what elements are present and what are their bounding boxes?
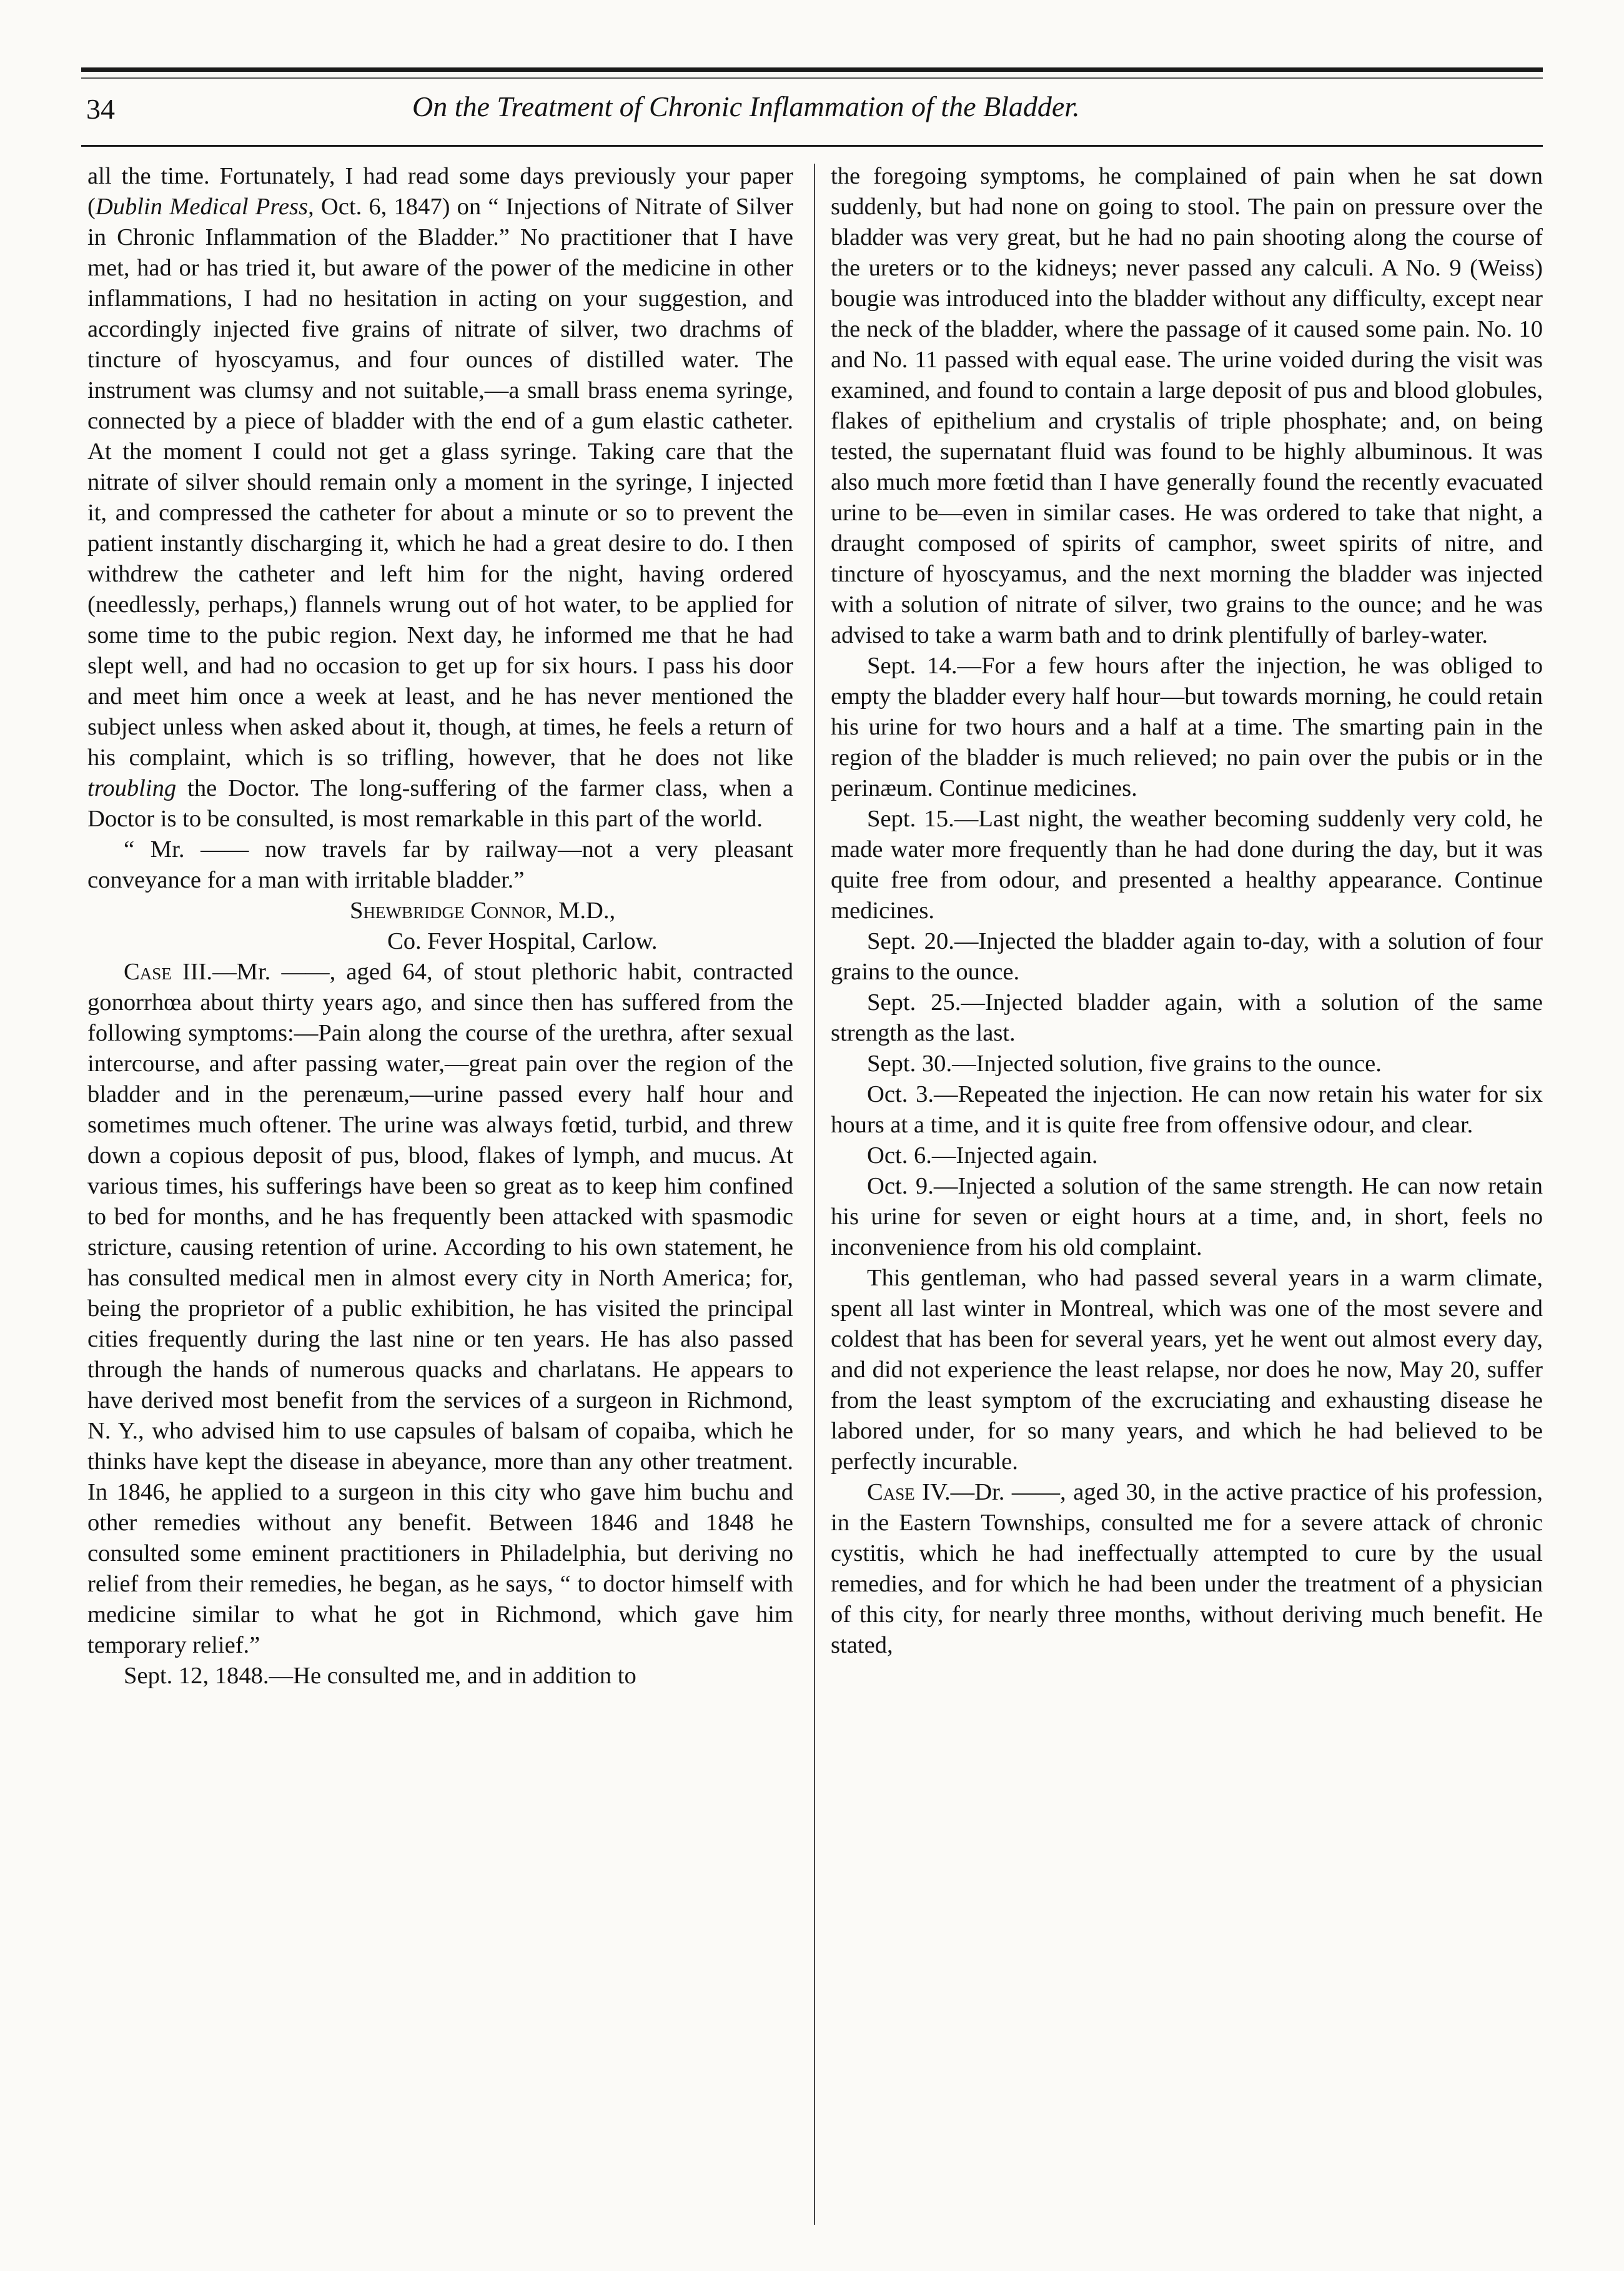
header-underline-rule [81,145,1543,147]
paragraph-continuation-right: the foregoing symptoms, he complained of pain when he sat down suddenly, but had none on going to stool. The pain on pressure over the bladder was very great, but he had no pain shooting along the course of the ureters or to the kidneys; never passed any calculi. A No. 9 (Weiss) bougie was introduced into the bladder without any difficulty, except near the neck of the bladder, where the passage of it caused some pain. No. 10 and No. 11 passed with equal ease. The urine voided during the visit was examined, and found to contain a large deposit of pus and blood globules, flakes of epithelium and crystalis of triple phosphate; and, on being tested, the supernatant fluid was found to be highly albuminous. It was also much more fœtid than I have generally found the recently evacuated urine to be—even in similar cases. He was ordered to take that night, a draught composed of spirits of camphor, sweet spirits of nitre, and tincture of hyoscyamus, and the next morning the bladder was injected with a solution of nitrate of silver, two grains to the ounce; and he was advised to take a warm bath and to drink plentifully of barley-water. [831,163,1543,648]
sept-25-paragraph: Sept. 25.—Injected bladder again, with a solution of the same strength as the last. [831,989,1543,1046]
journal-title: Dublin Medical Press, [95,194,314,220]
case-label: Case IV. [867,1479,951,1505]
case-four-paragraph: Case IV.—Dr. ——, aged 30, in the active practice of his profession, in the Eastern Townships, consulted me for a severe attack of chronic cystitis, which he had ineffectually attempted to cure by the usual remedies, and for which he had been under the treatment of a physician of this city, for nearly three months, without deriving much benefit. He stated, [831,1479,1543,1658]
page-number: 34 [86,93,115,125]
sept-12-paragraph: Sept. 12, 1848.—He consulted me, and in addition to [124,1663,636,1689]
paragraph-continuation: all the time. Fortunately, I had read some days previously your paper (Dublin Medical Press, Oct. 6, 1847) on “ Injections of Nitrate of Silver in Chronic Inflammation of the Bladder.” No practitioner that I have met, had or has tried it, but aware of the power of the medicine in other inflammations, I had no hesitation in acting on your suggestion, and accordingly injected five grains of nitrate of silver, two drachms of tincture of hyoscyamus, and four ounces of distilled water. The instrument was clumsy and not suitable,—a small brass enema syringe, connected by a piece of bladder with the end of a gum elastic catheter. At the moment I could not get a glass syringe. Taking care that the nitrate of silver should remain only a moment in the syringe, I injected it, and compressed the catheter for about a minute or so to prevent the patient instantly discharging it, which he had a great desire to do. I then withdrew the catheter and left him for the night, having ordered (needlessly, perhaps,) flannels wrung out of hot water, to be applied for some time to the pubic region. Next day, he informed me that he had slept well, and had no occasion to get up for six hours. I pass his door and meet him once a week at least, and he has never mentioned the subject unless when asked about it, though, at times, he feels a return of his complaint, which is so trifling, however, that he does not like troubling the Doctor. The long-suffering of the farmer class, when a Doctor is to be consulted, is most remarkable in this part of the world. [87,163,793,832]
oct-9-paragraph: Oct. 9.—Injected a solution of the same strength. He can now retain his urine for seven or eight hours at a time, and, in short, feels no inconvenience from his old complaint. [831,1173,1543,1260]
running-title: On the Treatment of Chronic Inflammation of the Bladder. [412,91,1080,122]
header-rule-thick [81,67,1543,72]
signature-name: Shewbridge Connor, M.D., [350,898,616,924]
oct-3-paragraph: Oct. 3.—Repeated the injection. He can now retain his water for six hours at a time, and it is quite free from offensive odour, and clear. [831,1081,1543,1138]
case-three-paragraph: Case III.—Mr. ——, aged 64, of stout plethoric habit, contracted gonorrhœa about thirty years ago, and since then has suffered from the following symptoms:—Pain along the course of the urethra, after sexual intercourse, and after passing water,—great pain over the region of the bladder and in the perenæum,—urine passed every half hour and sometimes much oftener. The urine was always fœtid, turbid, and threw down a copious deposit of pus, blood, flakes of lymph, and mucus. At various times, his sufferings have been so great as to keep him confined to bed for months, and he has frequently been attacked with spasmodic stricture, causing retention of urine. According to his own statement, he has consulted medical men in almost every city in North America; for, being the proprietor of a public exhibition, he has visited the principal cities frequently during the last nine or ten years. He has also passed through the hands of numerous quacks and charlatans. He appears to have derived most benefit from the services of a surgeon in Richmond, N. Y., who advised him to use capsules of balsam of copaiba, which he thinks have kept the disease in abeyance, more than any other treatment. In 1846, he applied to a surgeon in this city who gave him buchu and other remedies without any benefit. Between 1846 and 1848 he consulted some eminent practitioners in Philadelphia, but deriving no relief from their remedies, he began, as he says, “ to doctor himself with medicine similar to what he got in Richmond, which gave him temporary relief.” [87,959,793,1658]
column-divider [814,164,815,2225]
case-label: Case III. [124,959,213,985]
sept-14-paragraph: Sept. 14.—For a few hours after the injection, he was obliged to empty the bladder every half hour—but towards morning, he could retain his urine for two hours and a half at a time. The smarting pain in the region of the bladder is much relieved; no pain over the pubis or in the perinæum. Continue medicines. [831,653,1543,801]
emphasis-troubling: troubling [87,775,177,801]
gentleman-paragraph: This gentleman, who had passed several years in a warm climate, spent all last winter in Montreal, which was one of the most severe and coldest that has been for several years, yet he went out almost every day, and did not experience the least relapse, nor does he now, May 20, suffer from the least symptom of the excruciating and exhausting disease he labored under, for so many years, and which he had believed to be perfectly incurable. [831,1265,1543,1475]
signature-place: Co. Fever Hospital, Carlow. [387,928,658,954]
left-column [87,161,793,1691]
sept-15-paragraph: Sept. 15.—Last night, the weather becoming suddenly very cold, he made water more frequently than he had done during the day, but it was quite free from odour, and presented a healthy appearance. Continue medicines. [831,806,1543,924]
oct-6-paragraph: Oct. 6.—Injected again. [867,1142,1098,1169]
right-column [831,161,1543,1661]
header-rule-thin [81,77,1543,79]
sept-30-paragraph: Sept. 30.—Injected solution, five grains to the ounce. [867,1051,1382,1077]
quotation-paragraph: “ Mr. —— now travels far by railway—not a very pleasant conveyance for a man with irritable bladder.” [87,836,793,893]
sept-20-paragraph: Sept. 20.—Injected the bladder again to-day, with a solution of four grains to the ounce. [831,928,1543,985]
